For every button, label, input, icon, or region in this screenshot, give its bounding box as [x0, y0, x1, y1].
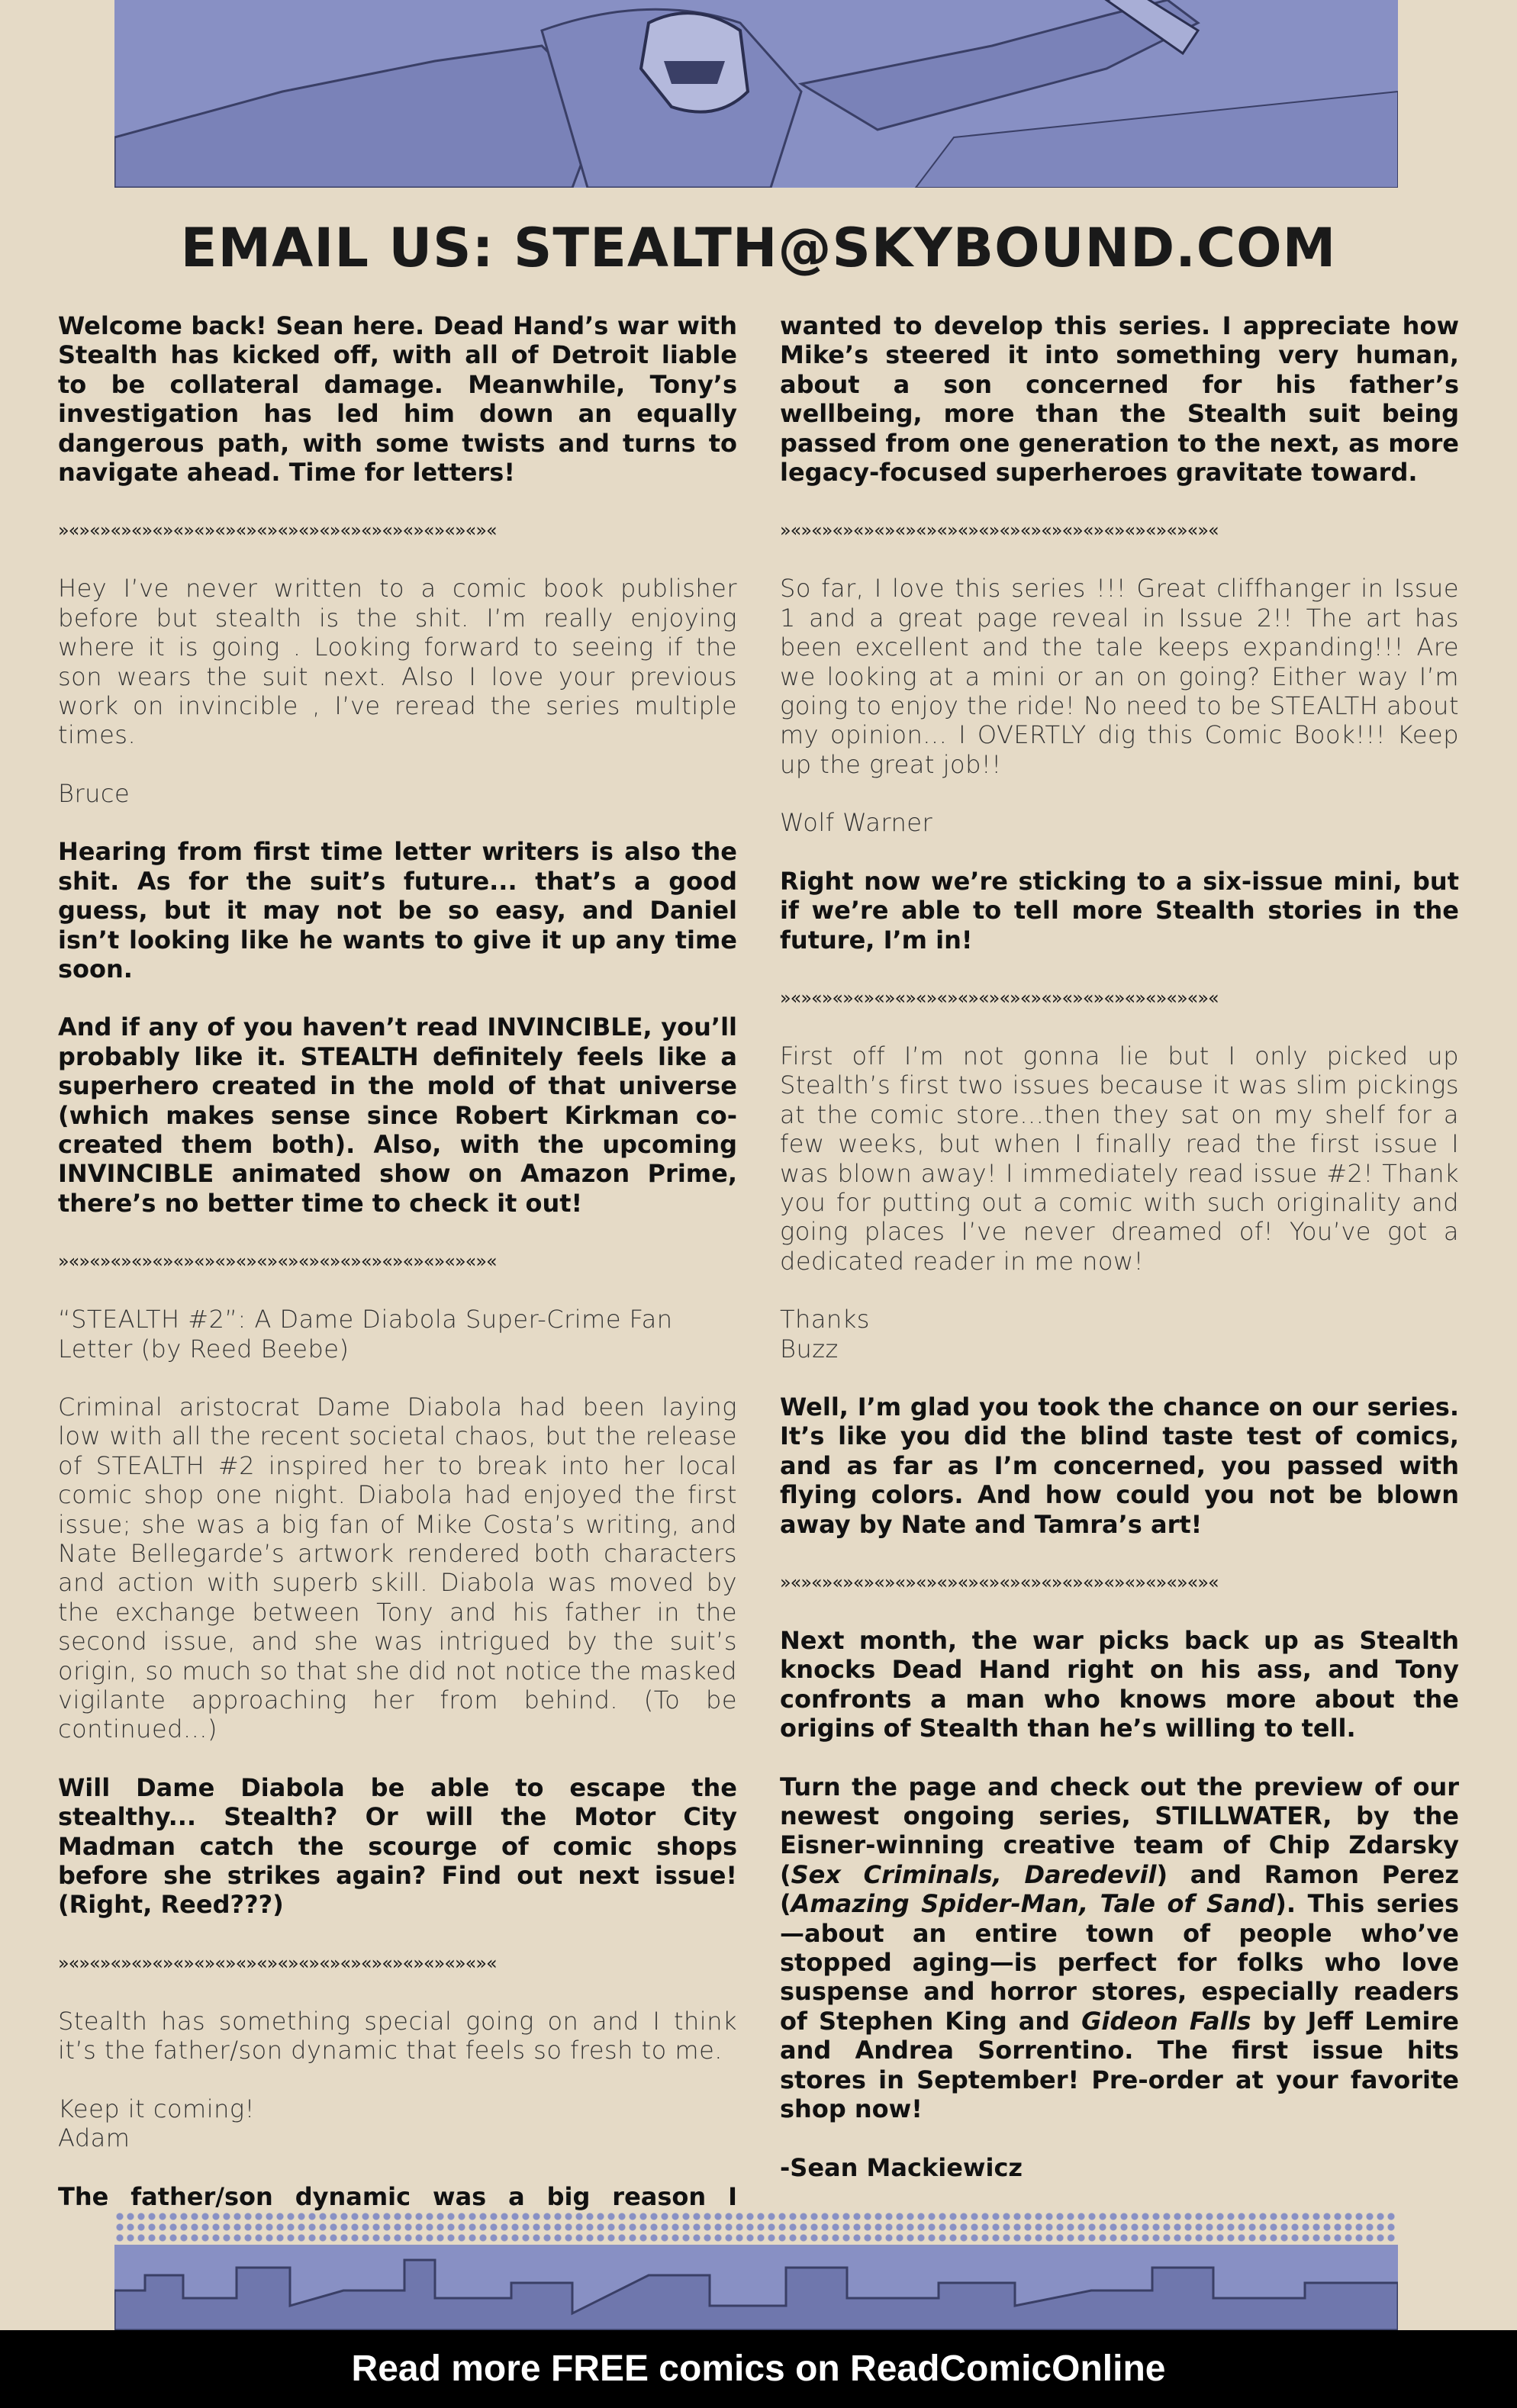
sign-line: Thanks [780, 1305, 870, 1334]
email-heading: EMAIL US: STEALTH@SKYBOUND.COM [180, 217, 1337, 279]
letter-signature: Bruce [58, 778, 130, 808]
site-footer[interactable]: Read more FREE comics on ReadComicOnline [0, 2330, 1517, 2408]
stillwater-preview [780, 1772, 1459, 2124]
halftone-dots [114, 2211, 1398, 2246]
letters-right-column [780, 311, 1459, 2211]
separator: »«»«»«»«»«»«»«»«»«»«»«»«»«»«»«»«»«»«»«»«»« [780, 987, 1219, 1009]
editor-reply: Right now we’re sticking to a six-issue mini, but if we’re able to tell more Stealth stories in the future, I’m in! [780, 866, 1459, 955]
sign-line: Keep it coming! [58, 2094, 255, 2123]
letter-signature [58, 2094, 737, 2153]
top-art-banner [114, 0, 1398, 188]
sign-name: Buzz [780, 1334, 839, 1363]
preview-italic: Amazing Spider-Man, Tale of Sand [791, 1889, 1276, 1919]
sign-name: Adam [58, 2123, 130, 2153]
letter-bruce: Hey I’ve never written to a comic book publisher before but stealth is the shit. I’m really enjoying where it is going . Looking forward to seeing if the son wears the suit next. Also I love your previous work on invincible , I’ve reread the series multiple times. [58, 574, 737, 750]
city-illustration [114, 2245, 1398, 2330]
separator: »«»«»«»«»«»«»«»«»«»«»«»«»«»«»«»«»«»«»«»«»« [780, 1572, 1219, 1593]
bottom-art-banner [114, 2245, 1398, 2330]
separator: »«»«»«»«»«»«»«»«»«»«»«»«»«»«»«»«»«»«»«»«»« [58, 1251, 497, 1273]
letters-left-column [58, 311, 737, 2240]
preview-text: Turn the page and check out the preview of our newest ongoing series, STILLWATER, by the Eisner-winning creative team of Chip Zdarsky ( [780, 1772, 1459, 1889]
editor-reply: Will Dame Diabola be able to escape the stealthy... Stealth? Or will the Motor City Madman catch the scourge of comic shops before she strikes again? Find out next issue! (Right, Reed???) [58, 1772, 737, 1920]
letter-reed: Criminal aristocrat Dame Diabola had been laying low with all the recent societal chaos, but the release of STEALTH #2 inspired her to break into her local comic shop one night. Diabola had enjoyed the first issue; she was a big fan of Mike Costa’s writing, and Nate Bellegarde’s artwork rendered both characters and action with superb skill. Diabola was moved by the exchange between Tony and his father in the second issue, and she was intrigued by the suit’s origin, so much so that she did not notice the masked vigilante approaching her from behind. (To be continued...) [58, 1392, 737, 1744]
next-month-blurb: Next month, the war picks back up as Stealth knocks Dead Hand right on his ass, and Tony confronts a man who knows more about the origins of Stealth than he’s willing to tell. [780, 1626, 1459, 1743]
letter-wolf: So far, I love this series !!! Great cliffhanger in Issue 1 and a great page reveal in Issue 2!! The art has been excellent and the tale keeps expanding!!! Are we looking at a mini or an on going? Either way I’m going to enjoy the ride! No need to be STEALTH about my opinion... I OVERTLY dig this Comic Book!!! Keep up the great job!! [780, 574, 1459, 779]
editor-reply: And if any of you haven’t read INVINCIBLE, you’ll probably like it. STEALTH definitely feels like a superhero created in the mold of that universe (which makes sense since Robert Kirkman co-created them both). Also, with the upcoming INVINCIBLE animated show on Amazon Prime, there’s no better time to check it out! [58, 1012, 737, 1218]
separator: »«»«»«»«»«»«»«»«»«»«»«»«»«»«»«»«»«»«»«»«»« [58, 1952, 497, 1974]
separator: »«»«»«»«»«»«»«»«»«»«»«»«»«»«»«»«»«»«»«»«»« [58, 520, 497, 542]
hero-illustration [114, 0, 1398, 188]
preview-italic: Gideon Falls [1081, 2006, 1251, 2036]
editor-reply: Well, I’m glad you took the chance on our series. It’s like you did the blind taste test of comics, and as far as I’m concerned, you passed with flying colors. And how could you not be blown away by Nate and Tamra’s art! [780, 1392, 1459, 1539]
editor-reply: The father/son dynamic was a big reason I [58, 2181, 737, 2211]
editor-reply: Hearing from first time letter writers is also the shit. As for the suit’s future... that’s a good guess, but it may not be so easy, and Daniel isn’t looking like he wants to give it up any time soon. [58, 837, 737, 983]
letter-signature [780, 1305, 1459, 1363]
separator: »«»«»«»«»«»«»«»«»«»«»«»«»«»«»«»«»«»«»«»«»« [780, 520, 1219, 542]
letter-signature: Wolf Warner [780, 808, 933, 838]
preview-text: ) and Ramon Perez ( [780, 1859, 1460, 1919]
letter-buzz: First off I’m not gonna lie but I only picked up Stealth’s first two issues because it was slim pickings at the comic store...then they sat on my shelf for a few weeks, but when I finally read the first issue I was blown away! I immediately read issue #2! Thank you for putting out a comic with such originality and going places I’ve never dreamed of! You’ve got a dedicated reader in me now! [780, 1041, 1459, 1276]
preview-text: by Jeff Lemire and Andrea Sorrentino. The first issue hits stores in September! Pre-order at your favorite shop now! [780, 2006, 1460, 2124]
editor-reply: wanted to develop this series. I appreciate how Mike’s steered it into something very human, about a son concerned for his father’s wellbeing, more than the Stealth suit being passed from one generation to the next, as more legacy-focused superheroes gravitate toward. [780, 311, 1459, 488]
letter-adam: Stealth has something special going on and I think it’s the father/son dynamic that feels so fresh to me. [58, 2006, 737, 2065]
editor-intro: Welcome back! Sean here. Dead Hand’s war with Stealth has kicked off, with all of Detroit liable to be collateral damage. Meanwhile, Tony’s investigation has led him down an equally dangerous path, with some twists and turns to navigate ahead. Time for letters! [58, 311, 737, 488]
editor-signoff: -Sean Mackiewicz [780, 2152, 1023, 2182]
letter-title: “STEALTH #2”: A Dame Diabola Super-Crime Fan Letter (by Reed Beebe) [58, 1305, 673, 1363]
preview-italic: Sex Criminals, Daredevil [791, 1859, 1157, 1889]
preview-text: ). This series—about an entire town of people who’ve stopped aging—is perfect for folks who love suspense and horror stores, especially readers of Stephen King and [780, 1889, 1459, 2036]
